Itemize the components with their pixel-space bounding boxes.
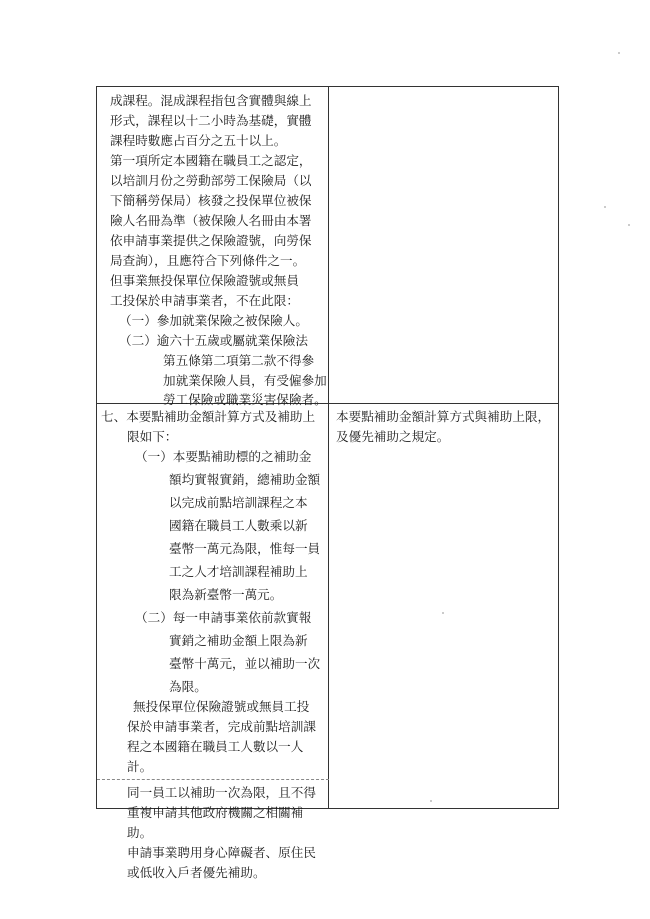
left-text-line: 下簡稱勞保局）核發之投保單位被保 bbox=[110, 193, 312, 208]
left-text-line: 課程時數應占百分之五十以上。 bbox=[110, 133, 287, 148]
list-item-continuation: 限為新臺幣一萬元。 bbox=[169, 587, 283, 602]
list-item-continuation: 實銷之補助金額上限為新 bbox=[169, 633, 308, 648]
list-item: （一）本要點補助標的之補助金 bbox=[135, 449, 312, 464]
extra-text: 助。 bbox=[127, 825, 153, 840]
left-text-line: 形式，課程以十二小時為基礎，實體 bbox=[110, 113, 312, 128]
column-divider bbox=[328, 87, 329, 808]
row-divider-dashed bbox=[97, 779, 329, 780]
scan-speck bbox=[442, 612, 444, 614]
list-item-continuation: 加就業保險人員，有受僱參加 bbox=[163, 373, 327, 388]
scan-speck bbox=[618, 52, 620, 54]
scan-speck bbox=[628, 224, 630, 226]
list-item-continuation: 國籍在職員工人數乘以新 bbox=[169, 518, 308, 533]
left-text-line: 局查詢），且應符合下列條件之一。 bbox=[110, 253, 306, 268]
right-note-text: 本要點補助金額計算方式與補助上限， bbox=[336, 409, 551, 424]
list-item-continuation: 工之人才培訓課程補助上 bbox=[169, 564, 308, 579]
left-text-line: 依申請事業提供之保險證號，向勞保 bbox=[110, 233, 312, 248]
list-item-continuation: 臺幣十萬元，並以補助一次 bbox=[169, 656, 321, 671]
scan-speck bbox=[430, 800, 432, 802]
left-text-line: 工投保於申請事業者，不在此限： bbox=[110, 293, 299, 308]
left-text-line: 險人名冊為準（被保險人名冊由本署 bbox=[110, 213, 312, 228]
list-item-continuation: 第五條第二項第二款不得參 bbox=[163, 353, 315, 368]
note-text: 無投保單位保險證號或無員工投 bbox=[133, 699, 310, 714]
note-text: 保於申請事業者，完成前點培訓課 bbox=[127, 719, 316, 734]
left-text-line: 第一項所定本國籍在職員工之認定， bbox=[110, 153, 312, 168]
list-item-continuation: 以完成前點培訓課程之本 bbox=[169, 495, 308, 510]
section-heading-continuation: 限如下： bbox=[127, 429, 178, 444]
extra-text: 或低收入戶者優先補助。 bbox=[127, 865, 266, 880]
left-text-line: 成課程。混成課程指包含實體與線上 bbox=[110, 93, 312, 108]
note-text: 計。 bbox=[127, 759, 153, 774]
list-item-continuation: 勞工保險或職業災害保險者。 bbox=[163, 392, 327, 407]
extra-text: 同一員工以補助一次為限，且不得 bbox=[127, 785, 316, 800]
regulation-table bbox=[96, 86, 559, 880]
note-text: 程之本國籍在職員工人數以一人 bbox=[127, 739, 304, 754]
list-item-continuation: 為限。 bbox=[169, 679, 207, 694]
right-note-text: 及優先補助之規定。 bbox=[336, 429, 450, 444]
scan-speck bbox=[604, 206, 606, 208]
list-item-continuation: 臺幣一萬元為限，惟每一員 bbox=[169, 541, 321, 556]
left-text-line: 但事業無投保單位保險證號或無員 bbox=[110, 273, 299, 288]
section-heading: 七、本要點補助金額計算方式及補助上 bbox=[101, 409, 316, 424]
list-item-continuation: 額均實報實銷，總補助金額 bbox=[169, 472, 321, 487]
list-item: （二）每一申請事業依前款實報 bbox=[135, 610, 312, 625]
extra-text: 重複申請其他政府機關之相關補 bbox=[127, 805, 304, 820]
list-item: （一）參加就業保險之被保險人。 bbox=[119, 313, 308, 328]
left-text-line: 以培訓月份之勞動部勞工保險局（以 bbox=[110, 173, 312, 188]
extra-text: 申請事業聘用身心障礙者、原住民 bbox=[127, 845, 316, 860]
list-item: （二）逾六十五歲或屬就業保險法 bbox=[119, 333, 308, 348]
